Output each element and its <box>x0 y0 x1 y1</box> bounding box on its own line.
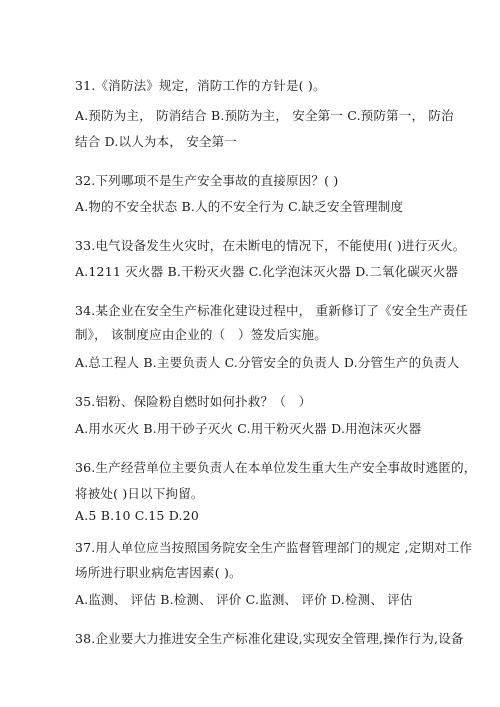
question-33-stem: 33.电气设备发生火灾时，在未断电的情况下，不能使用( )进行灭火。 <box>75 238 466 253</box>
question-36-options-line-1: A.5 B.10 C.15 D.20 <box>75 508 199 523</box>
question-36-stem-line-1: 36.生产经营单位主要负责人在本单位发生重大生产安全事故时逃匿的， <box>75 460 477 475</box>
question-37-stem-line-1: 37.用人单位应当按照国务院安全生产监督管理部门的规定 ,定期对工作 <box>75 540 473 555</box>
question-38-stem-line-1: 38.企业要大力推进安全生产标准化建设,实现安全管理,操作行为,设备 <box>75 631 464 646</box>
question-32-stem: 32.下列哪项不是生产安全事故的直接原因？( ) <box>75 173 339 188</box>
question-35-options-line-1: A.用水灭火 B.用干砂子灭火 C.用干粉灭火器 D.用泡沫灭火器 <box>75 421 422 436</box>
question-36-stem-line-2: 将被处( )日以下拘留。 <box>75 486 204 501</box>
question-37-options-line-1: A.监测、 评估 B.检测、 评价 C.监测、 评价 D.检测、 评估 <box>75 592 413 607</box>
question-34-options-line-1: A.总工程人 B.主要负责人 C.分管安全的负责人 D.分管生产的负责人 <box>75 355 460 370</box>
question-32-options-line-1: A.物的不安全状态 B.人的不安全行为 C.缺乏安全管理制度 <box>75 199 404 214</box>
question-37-stem-line-2: 场所进行职业病危害因素( )。 <box>75 565 242 580</box>
question-31-stem: 31.《消防法》规定，消防工作的方针是( )。 <box>75 78 326 93</box>
question-34-stem-line-2: 制》， 该制度应由企业的（ ）签发后实施。 <box>75 327 327 342</box>
question-34-stem-line-1: 34.某企业在安全生产标准化建设过程中， 重新修订了《安全生产责任 <box>75 303 468 318</box>
question-33-options-line-1: A.1211 灭火器 B.干粉灭火器 C.化学泡沫灭火器 D.二氧化碳灭火器 <box>75 264 459 279</box>
question-31-options-line-1: A.预防为主， 防消结合 B.预防为主， 安全第一 C.预防第一， 防治 <box>75 108 454 123</box>
question-35-stem: 35.铝粉、保险粉自燃时如何扑救？（ ） <box>75 394 312 409</box>
question-31-options-line-2: 结合 D.以人为本， 安全第一 <box>75 134 237 149</box>
